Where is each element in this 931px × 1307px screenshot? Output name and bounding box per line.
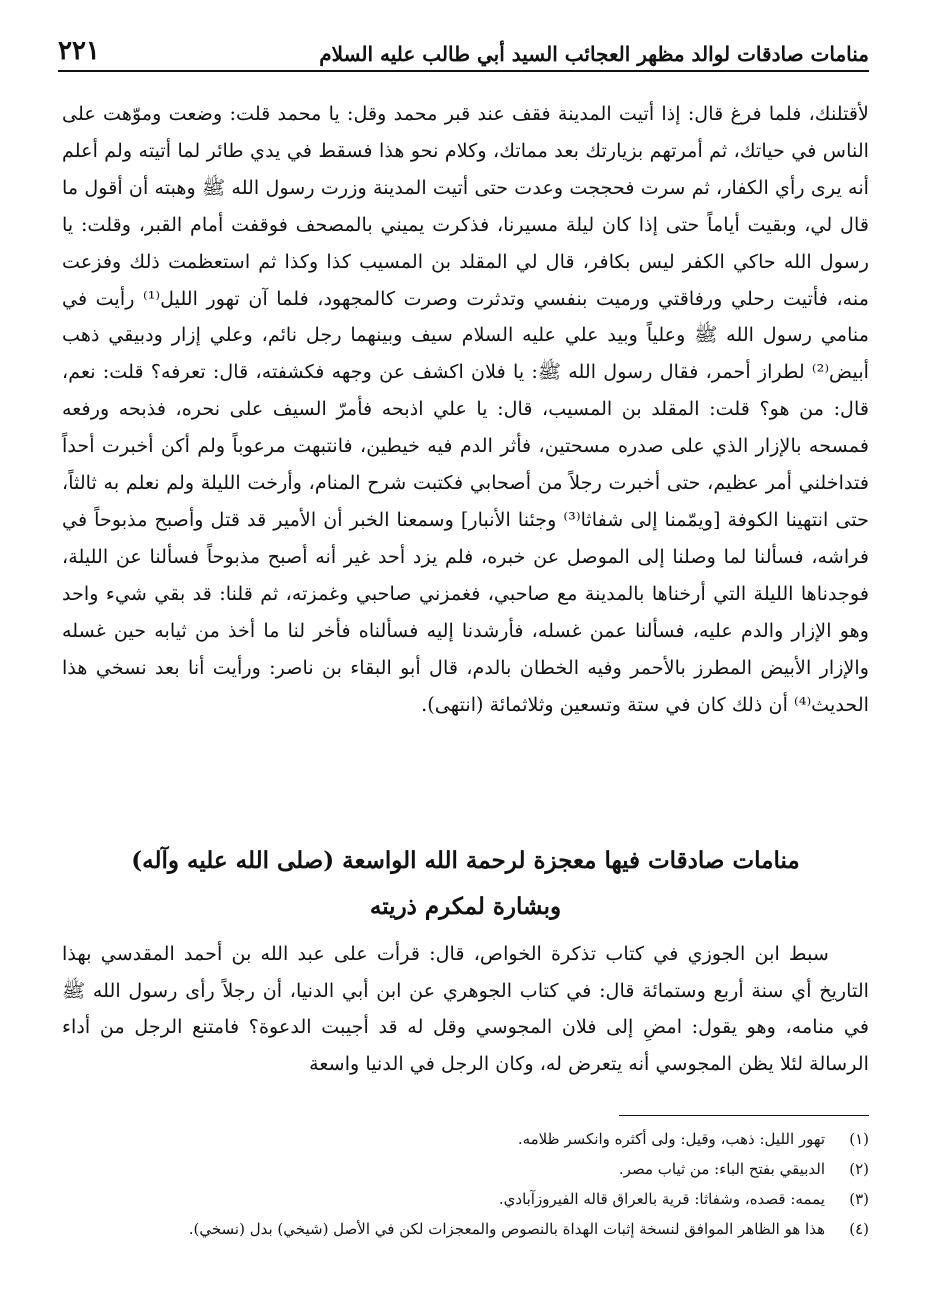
footnote-text: هذا هو الظاهر الموافق لنسخة إثبات الهداة بالنصوص والمعجزات لكن في الأصل (شيخي) بدل (نسخي). — [188, 1220, 825, 1238]
footnote-number: (١) — [849, 1130, 869, 1148]
running-title: منامات صادقات لوالد مظهر العجائب السيد أبي طالب عليه السلام — [319, 42, 869, 66]
heading-line-1: منامات صادقات فيها معجزة لرحمة الله الواسعة (صلى الله عليه وآله) — [131, 847, 800, 874]
section-text-block — [62, 936, 869, 1082]
paragraph-1: لأقتلنك، فلما فرغ قال: إذا أتيت المدينة فقف عند قبر محمد وقل: يا محمد قلت: وضعت وموّهت على الناس في حياتك، ثم أمرتهم بزيارتك بعد مماتك، وكلام نحو هذا فسقط في يدي طائر لما أتيته ولم أعلم أنه يرى رأي الكفار، ثم سرت فحججت وعدت حتى أتيت المدينة وزرت رسول الله ﷺ وهبته أن أقول ما قال لي، وبقيت أياماً حتى إذا كان ليلة مسيرنا، فذكرت يميني بالمصحف فوقفت أمام القبر، وقلت: يا رسول الله حاكي الكفر ليس بكافر، قال لي المقلد بن المسيب كذا وكذا ثم استعظمت ذلك وفزعت منه، فأتيت رحلي ورفاقتي ورميت بنفسي وتدثرت وصرت كالمجهود، فلما آن تهور الليل⁽¹⁾ رأيت في منامي رسول الله ﷺ وعلياً وبيد علي عليه السلام سيف وبينهما رجل نائم، وعلي إزار ودبيقي ذهب أبيض⁽²⁾ لطراز أحمر، فقال رسول الله ﷺ: يا فلان اكشف عن وجهه فكشفته، قال: تعرفه؟ قلت: نعم، قال: من هو؟ قلت: المقلد بن المسيب، قال: يا علي اذبحه فأمرّ السيف على نحره، فذبحه ورفعه فمسحه بالإزار الذي على صدره مسحتين، فأثر الدم فيه خيطين، فانتبهت مرعوباً ولم أكن أخبرت أحداً فتداخلني أمر عظيم، حتى أخبرت رجلاً من أصحابي فكتبت شرح المنام، وأرخت الليلة ولم نعلم به ثالثاً، حتى انتهينا الكوفة [ويمّمنا إلى شفاثا⁽³⁾ وجئنا الأنبار] وسمعنا الخبر أن الأمير قد قتل وأصبح مذبوحاً في فراشه، فسألنا لما وصلنا إلى الموصل عن خبره، فلم يزد أحد غير أنه أصبح مذبوحاً فسألنا عن الليلة، فوجدناها الليلة التي أرخناها بالمدينة مع صاحبي، فغمزني صاحبي وغمزته، ثم قلنا: قد بقي شيء واحد وهو الإزار والدم عليه، فسألنا عمن غسله، فأرشدنا إليه فسألناه فأخر لنا ما أخذ من ثيابه حين غسله والإزار الأبيض المطرز بالأحمر وفيه الخطان بالدم، قال أبو البقاء بن ناصر: ورأيت أنا بعد نسخي هذا الحديث⁽⁴⁾ أن ذلك كان في ستة وتسعين وثلاثمائة (انتهى). — [62, 102, 870, 716]
footnote-1 — [62, 1124, 869, 1154]
footnote-number: (٤) — [849, 1220, 869, 1238]
footnote-4 — [62, 1214, 869, 1244]
footnote-number: (٣) — [849, 1190, 869, 1208]
heading-line-2: وبشارة لمكرم ذريته — [369, 893, 562, 920]
footnote-number: (٢) — [849, 1160, 869, 1178]
main-text-block — [62, 96, 869, 723]
section-heading — [62, 838, 869, 930]
footnote-2 — [62, 1154, 869, 1184]
paragraph-2: سبط ابن الجوزي في كتاب تذكرة الخواص، قال: قرأت على عبد الله بن أحمد المقدسي بهذا التاريخ أي سنة أربع وستمائة قال: في كتاب الجوهري عن ابن أبي الدنيا، أن رجلاً رأى رسول الله ﷺ في منامه، وهو يقول: امضِ إلى فلان المجوسي وقل له قد أجيبت الدعوة؟ فامتنع الرجل من أداء الرسالة لئلا يظن المجوسي أنه يتعرض له، وكان الرجل في الدنيا واسعة — [62, 942, 869, 1075]
footnote-3 — [62, 1184, 869, 1214]
footnote-separator — [619, 1115, 869, 1116]
footnotes — [62, 1124, 869, 1244]
page-header — [58, 28, 869, 72]
footnote-text: يممه: قصده، وشفاثا: قرية بالعراق قاله الفيروزآبادي. — [498, 1190, 825, 1208]
footnote-text: الدبيقي بفتح الباء: من ثياب مصر. — [618, 1160, 825, 1178]
footnote-text: تهور الليل: ذهب، وقيل: ولى أكثره وانكسر ظلامه. — [517, 1130, 825, 1148]
page-number: ٢٢١ — [58, 36, 100, 66]
